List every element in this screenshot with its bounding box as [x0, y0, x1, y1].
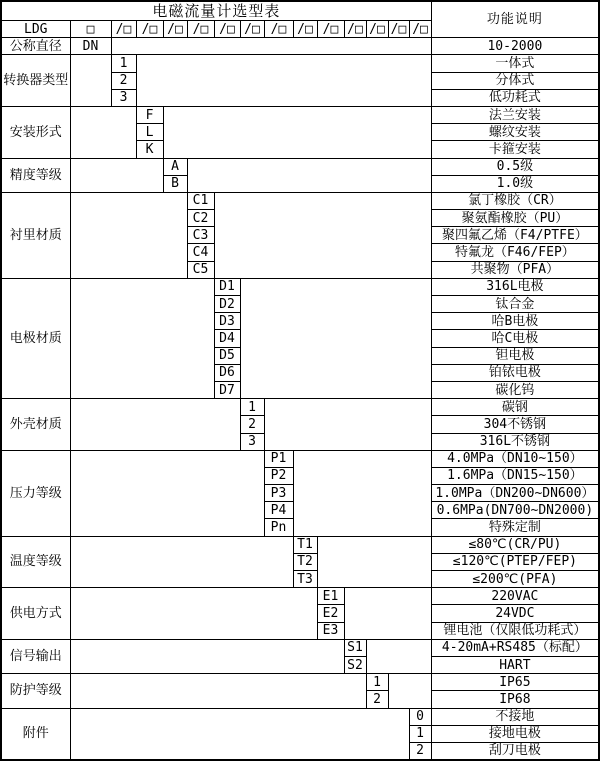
description-cell: 刮刀电极: [431, 742, 599, 760]
table-row: [1, 38, 599, 55]
table-row: [1, 588, 599, 605]
description-cell: HART: [431, 656, 599, 673]
table-row: [1, 278, 599, 295]
description-cell: 特氟龙（F46/FEP）: [431, 244, 599, 261]
slash-box: /□: [214, 21, 240, 38]
description-cell: 1.0MPa（DN200~DN600）: [431, 485, 599, 502]
table-row: [1, 55, 599, 72]
code-cell: 1: [409, 725, 431, 742]
category-label: 压力等级: [1, 450, 70, 536]
code-cell: T1: [293, 536, 317, 553]
description-cell: 接地电极: [431, 725, 599, 742]
filler-cell: [240, 278, 431, 398]
description-cell: IP65: [431, 674, 599, 691]
slash-box: /□: [409, 21, 431, 38]
code-cell: D1: [214, 278, 240, 295]
page-title: 电磁流量计选型表: [1, 1, 431, 21]
filler-cell: [70, 106, 136, 158]
table-row: [1, 158, 599, 175]
description-cell: 低功耗式: [431, 89, 599, 106]
description-cell: 聚氨酯橡胶（PU）: [431, 210, 599, 227]
filler-cell: [70, 588, 317, 640]
code-cell: D6: [214, 364, 240, 381]
filler-cell: [70, 639, 344, 673]
code-cell: D4: [214, 330, 240, 347]
code-cell: T3: [293, 571, 317, 588]
description-cell: 钛合金: [431, 296, 599, 313]
slash-box: /□: [344, 21, 366, 38]
description-cell: 一体式: [431, 55, 599, 72]
code-cell: 1: [111, 55, 136, 72]
code-cell: E2: [317, 605, 344, 622]
description-cell: 分体式: [431, 72, 599, 89]
filler-cell: [70, 536, 293, 588]
category-label: 衬里材质: [1, 192, 70, 278]
code-cell: D7: [214, 381, 240, 398]
category-label: 温度等级: [1, 536, 70, 588]
description-cell: 哈C电极: [431, 330, 599, 347]
slash-box: /□: [111, 21, 136, 38]
description-cell: 316L不锈钢: [431, 433, 599, 450]
table-row: [1, 106, 599, 123]
description-cell: 0.5级: [431, 158, 599, 175]
category-label: 转换器类型: [1, 55, 70, 107]
filler-cell: [70, 450, 264, 536]
code-cell: 3: [240, 433, 264, 450]
description-cell: ≤120℃(PTEP/FEP): [431, 553, 599, 570]
category-label: 精度等级: [1, 158, 70, 192]
description-cell: 碳化钨: [431, 381, 599, 398]
filler-cell: [388, 674, 431, 708]
category-label: 信号输出: [1, 639, 70, 673]
filler-cell: [70, 55, 111, 107]
code-cell: C5: [187, 261, 214, 278]
description-cell: 0.6MPa(DN700~DN2000): [431, 502, 599, 519]
table-row: [1, 708, 599, 725]
code-cell: F: [136, 106, 163, 123]
description-cell: 氯丁橡胶（CR）: [431, 192, 599, 209]
slash-box: /□: [264, 21, 293, 38]
description-cell: 钽电极: [431, 347, 599, 364]
model-prefix: LDG: [1, 21, 70, 38]
filler-cell: [163, 106, 431, 158]
description-cell: ≤200℃(PFA): [431, 571, 599, 588]
filler-cell: [70, 192, 187, 278]
filler-cell: [317, 536, 431, 588]
slash-box: /□: [163, 21, 187, 38]
description-cell: 4.0MPa（DN10~150）: [431, 450, 599, 467]
slash-box: /□: [240, 21, 264, 38]
function-description-header: 功能说明: [431, 1, 599, 38]
title-row: [1, 1, 599, 21]
slash-box: /□: [366, 21, 388, 38]
table-row: [1, 399, 599, 416]
code-cell: P3: [264, 485, 293, 502]
code-cell: 3: [111, 89, 136, 106]
filler-cell: [366, 639, 431, 673]
table-row: [1, 674, 599, 691]
code-box: □: [70, 21, 111, 38]
code-cell: C4: [187, 244, 214, 261]
category-label: 附件: [1, 708, 70, 760]
code-cell: 1: [240, 399, 264, 416]
code-cell: K: [136, 141, 163, 158]
code-cell: L: [136, 124, 163, 141]
filler-cell: [264, 399, 431, 451]
slash-box: /□: [388, 21, 409, 38]
code-cell: B: [163, 175, 187, 192]
code-cell: C3: [187, 227, 214, 244]
table-row: [1, 450, 599, 467]
code-cell: DN: [70, 38, 111, 55]
description-cell: 特殊定制: [431, 519, 599, 536]
description-cell: 1.6MPa（DN15~150）: [431, 467, 599, 484]
filler-cell: [70, 158, 163, 192]
description-cell: 锂电池（仅限低功耗式）: [431, 622, 599, 639]
filler-cell: [136, 55, 431, 107]
description-cell: 卡箍安装: [431, 141, 599, 158]
code-cell: 2: [366, 691, 388, 708]
code-cell: T2: [293, 553, 317, 570]
category-label: 安装形式: [1, 106, 70, 158]
description-cell: 不接地: [431, 708, 599, 725]
slash-box: /□: [136, 21, 163, 38]
description-cell: 哈B电极: [431, 313, 599, 330]
code-cell: E1: [317, 588, 344, 605]
code-cell: P4: [264, 502, 293, 519]
code-cell: 1: [366, 674, 388, 691]
description-cell: 共聚物（PFA）: [431, 261, 599, 278]
filler-cell: [344, 588, 431, 640]
description-cell: IP68: [431, 691, 599, 708]
code-cell: D3: [214, 313, 240, 330]
table-row: [1, 192, 599, 209]
filler-cell: [70, 674, 366, 708]
category-label: 电极材质: [1, 278, 70, 398]
code-cell: 0: [409, 708, 431, 725]
code-cell: D5: [214, 347, 240, 364]
description-cell: 聚四氟乙烯（F4/PTFE）: [431, 227, 599, 244]
code-cell: 2: [111, 72, 136, 89]
filler-cell: [293, 450, 431, 536]
description-cell: 法兰安装: [431, 106, 599, 123]
slash-box: /□: [187, 21, 214, 38]
slash-box: /□: [293, 21, 317, 38]
filler-cell: [111, 38, 431, 55]
code-cell: C1: [187, 192, 214, 209]
code-cell: C2: [187, 210, 214, 227]
code-cell: S2: [344, 656, 366, 673]
code-cell: D2: [214, 296, 240, 313]
category-label: 外壳材质: [1, 399, 70, 451]
filler-cell: [187, 158, 431, 192]
description-cell: 4-20mA+RS485（标配）: [431, 639, 599, 656]
code-cell: 2: [240, 416, 264, 433]
code-cell: Pn: [264, 519, 293, 536]
description-cell: 碳钢: [431, 399, 599, 416]
code-cell: A: [163, 158, 187, 175]
description-cell: 螺纹安装: [431, 124, 599, 141]
filler-cell: [70, 399, 240, 451]
description-cell: ≤80℃(CR/PU): [431, 536, 599, 553]
code-cell: 2: [409, 742, 431, 760]
description-cell: 铂铱电极: [431, 364, 599, 381]
description-cell: 10-2000: [431, 38, 599, 55]
description-cell: 304不锈钢: [431, 416, 599, 433]
code-cell: P2: [264, 467, 293, 484]
filler-cell: [214, 192, 431, 278]
category-label: 防护等级: [1, 674, 70, 708]
category-label: 供电方式: [1, 588, 70, 640]
code-cell: P1: [264, 450, 293, 467]
description-cell: 220VAC: [431, 588, 599, 605]
code-cell: E3: [317, 622, 344, 639]
table-row: [1, 639, 599, 656]
slash-box: /□: [317, 21, 344, 38]
description-cell: 1.0级: [431, 175, 599, 192]
filler-cell: [70, 278, 214, 398]
category-label: 公称直径: [1, 38, 70, 55]
table-row: [1, 536, 599, 553]
code-cell: S1: [344, 639, 366, 656]
description-cell: 24VDC: [431, 605, 599, 622]
description-cell: 316L电极: [431, 278, 599, 295]
